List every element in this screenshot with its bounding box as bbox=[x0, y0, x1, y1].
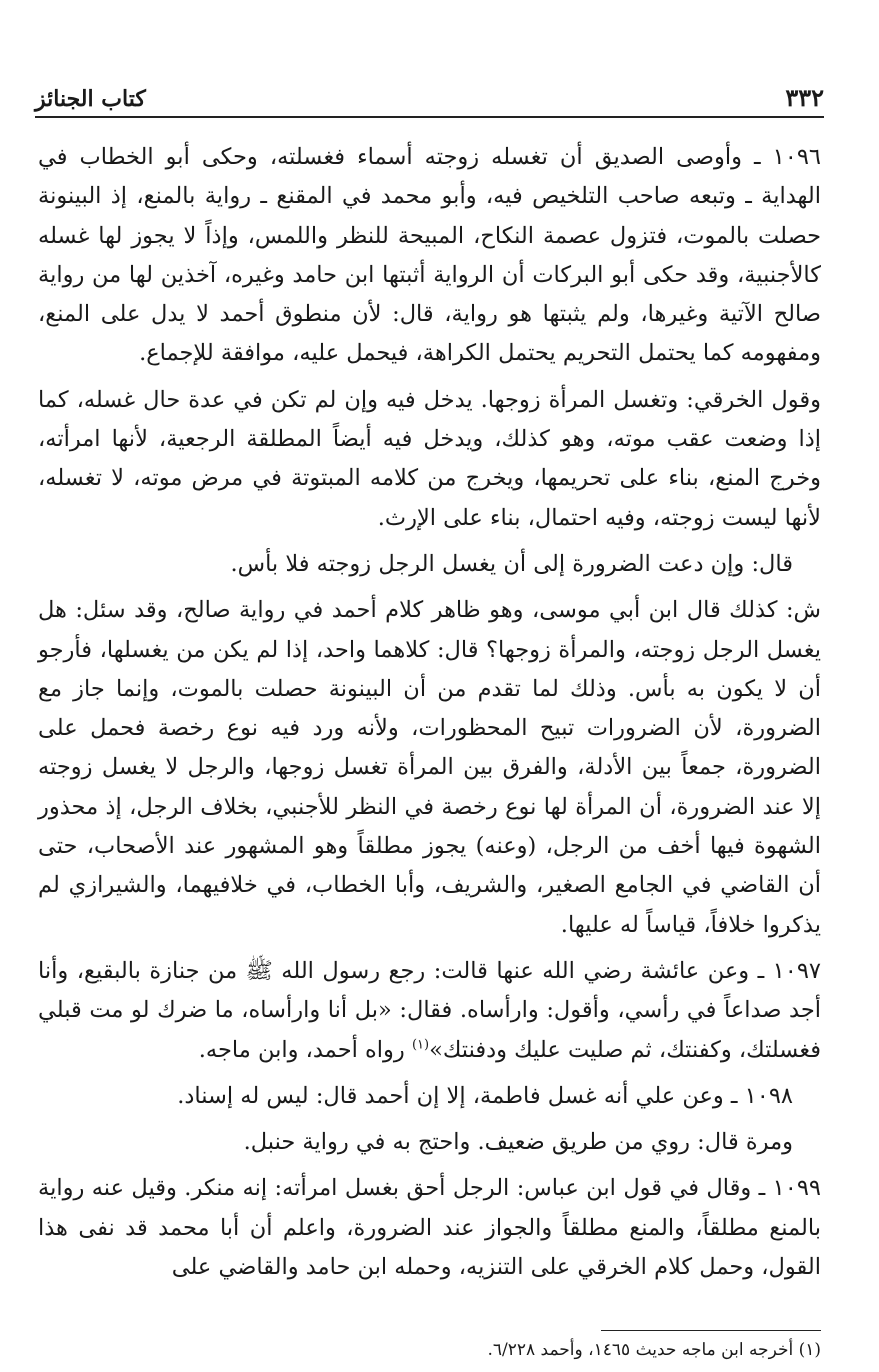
footnote-marker[interactable]: (١) bbox=[411, 1037, 430, 1053]
paragraph-qala-darura: قال: وإن دعت الضرورة إلى أن يغسل الرجل زوجته فلا بأس. bbox=[230, 550, 793, 577]
paragraph-1097: ١٠٩٧ ـ وعن عائشة رضي الله عنها قالت: رجع رسول الله ﷺ من جنازة بالبقيع، وأنا أجد صداعاً في رأسي، وأقول: وارأساه. فقال: «بل أنا وارأساه، ما ضرك لو مت قبلي فغسلتك، وكفنتك، ثم صليت عليك ودفنتك»$^{(١)}$ رواه أحمد، وابن ماجه. bbox=[38, 957, 821, 1063]
footnote: (١) أخرجه ابن ماجه حديث ١٤٦٥، وأحمد ٦/٢٢٨. bbox=[487, 1340, 821, 1360]
paragraph-1098: ١٠٩٨ ـ وعن علي أنه غسل فاطمة، إلا إن أحمد قال: ليس له إسناد. bbox=[177, 1082, 793, 1109]
page-header bbox=[35, 78, 824, 118]
footnote-divider bbox=[601, 1330, 821, 1331]
paragraph-sharh: ش: كذلك قال ابن أبي موسى، وهو ظاهر كلام أحمد في رواية صالح، وقد سئل: هل يغسل الرجل زوجته، والمرأة زوجها؟ قال: كلاهما واحد، إذا لم يكن من يغسلها، فأرجو أن لا يكون به بأس. وذلك لما تقدم من أن البينونة حصلت بالموت، وإنما جاز مع الضرورة، لأن الضرورات تبيح المحظورات، ولأنه ورد فيه نوع رخصة فحمل على الضرورة، جمعاً بين الأدلة، والفرق بين المرأة تغسل زوجها، والرجل لا يغسل زوجته إلا عند الضرورة، أن المرأة لها نوع رخصة في النظر للأجنبي، بخلاف الرجل، إذ محذور الشهوة فيها أخف من الرجل، (وعنه) يجوز مطلقاً وهو المشهور عند الأصحاب، حتى أن القاضي في الجامع الصغير، والشريف، وأبا الخطاب، في خلافيهما، والشيرازي لم يذكروا خلافاً، قياساً له عليها. bbox=[38, 597, 822, 938]
paragraph-marra-qala: ومرة قال: روي من طريق ضعيف. واحتج به في رواية حنبل. bbox=[243, 1129, 793, 1156]
paragraph-1096: ١٠٩٦ ـ وأوصى الصديق أن تغسله زوجته أسماء فغسلته، وحكى أبو الخطاب في الهداية ـ وتبعه صاحب التلخيص فيه، وأبو محمد في المقنع ـ رواية بالمنع، إذ البينونة حصلت بالموت، فتزول عصمة النكاح، المبيحة للنظر واللمس، وإذاً لا يجوز لها غسله كالأجنبية، وقد حكى أبو البركات أن الرواية أثبتها ابن حامد وغيره، آخذين لها من رواية صالح الآتية وغيرها، ولم يثبتها هو رواية، قال: لأن منطوق أحمد لا يدل على المنع، ومفهومه كما يحتمل التحريم يحتمل الكراهة، فيحمل عليه، موافقة للإجماع. bbox=[38, 144, 821, 367]
paragraph-kharaqi-wife: وقول الخرقي: وتغسل المرأة زوجها. يدخل فيه وإن لم تكن في عدة حال غسله، كما إذا وضعت عقب موته، وهو كذلك، ويدخل فيه أيضاً المطلقة الرجعية، لأنها امرأته، وخرج المنع، بناء على تحريمها، ويخرج من كلامه المبتوتة في مرض موته، لا تغسله، لأنها ليست زوجته، وفيه احتمال، بناء على الإرث. bbox=[38, 386, 821, 531]
page-number: ٣٣٢ bbox=[785, 83, 824, 112]
paragraph-1099: ١٠٩٩ ـ وقال في قول ابن عباس: الرجل أحق بغسل امرأته: إنه منكر. وقيل عنه رواية بالمنع مطلقاً، والمنع مطلقاً والجواز عند الضرورة، واعلم أن أبا محمد قد نفى هذا القول، وحمل كلام الخرقي على التنزيه، وحمله ابن حامد والقاضي على bbox=[38, 1175, 821, 1281]
page-body bbox=[38, 138, 821, 1294]
running-title: كتاب الجنائز bbox=[35, 86, 146, 112]
